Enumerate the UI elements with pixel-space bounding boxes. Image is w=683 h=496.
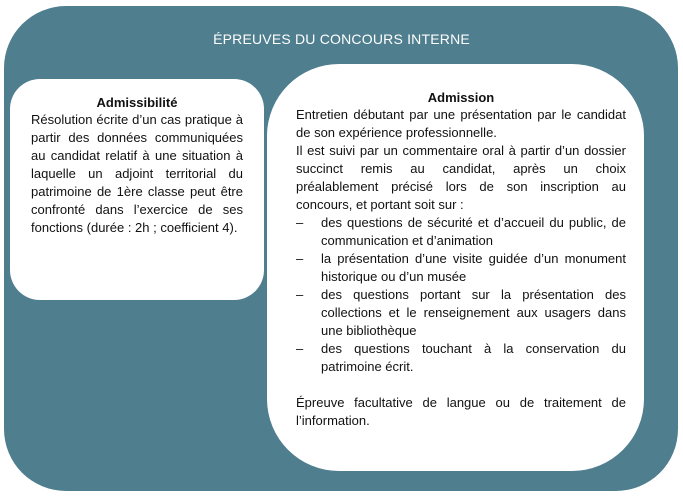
list-item-text: des questions portant sur la présentation des collections et le renseignement aux usagers dans une bibliothèque	[321, 287, 626, 338]
list-item	[296, 340, 626, 376]
admission-followup: Il est suivi par un commentaire oral à partir d’un dossier succinct remis au candidat, après un choix préalablement précisé lors de son inscription au concours, et portant soit sur :	[296, 143, 626, 212]
admissibilite-text: Résolution écrite d’un cas pratique à partir des données communiquées au candidat relatif à une situation à laquelle un adjoint territorial du patrimoine de 1ère classe peut être confronté dans l’exercice de ses fonctions (durée : 2h ; coefficient 4).	[31, 112, 243, 235]
admission-topic-list	[296, 214, 626, 376]
page-title: ÉPREUVES DU CONCOURS INTERNE	[213, 31, 470, 47]
admission-intro: Entretien débutant par une présentation par le candidat de son expérience professionnelle.	[296, 107, 626, 140]
admissibilite-box	[10, 79, 264, 300]
list-item	[296, 250, 626, 286]
list-item	[296, 214, 626, 250]
list-item	[296, 286, 626, 340]
dash-bullet: –	[296, 251, 304, 266]
list-item-text: des questions touchant à la conservation du patrimoine écrit.	[321, 341, 626, 374]
admission-box	[267, 64, 644, 471]
dash-bullet: –	[296, 215, 304, 230]
dash-bullet: –	[296, 341, 304, 356]
list-item-text: la présentation d’une visite guidée d’un monument historique ou d’un musée	[321, 251, 626, 284]
list-item-text: des questions de sécurité et d’accueil du public, de communication et d’animation	[321, 215, 626, 248]
admission-optional: Épreuve facultative de langue ou de traitement de l’information.	[296, 395, 626, 428]
dash-bullet: –	[296, 287, 304, 302]
admissibilite-heading: Admissibilité	[96, 95, 178, 110]
spacer	[296, 376, 626, 394]
admission-heading: Admission	[427, 90, 495, 105]
